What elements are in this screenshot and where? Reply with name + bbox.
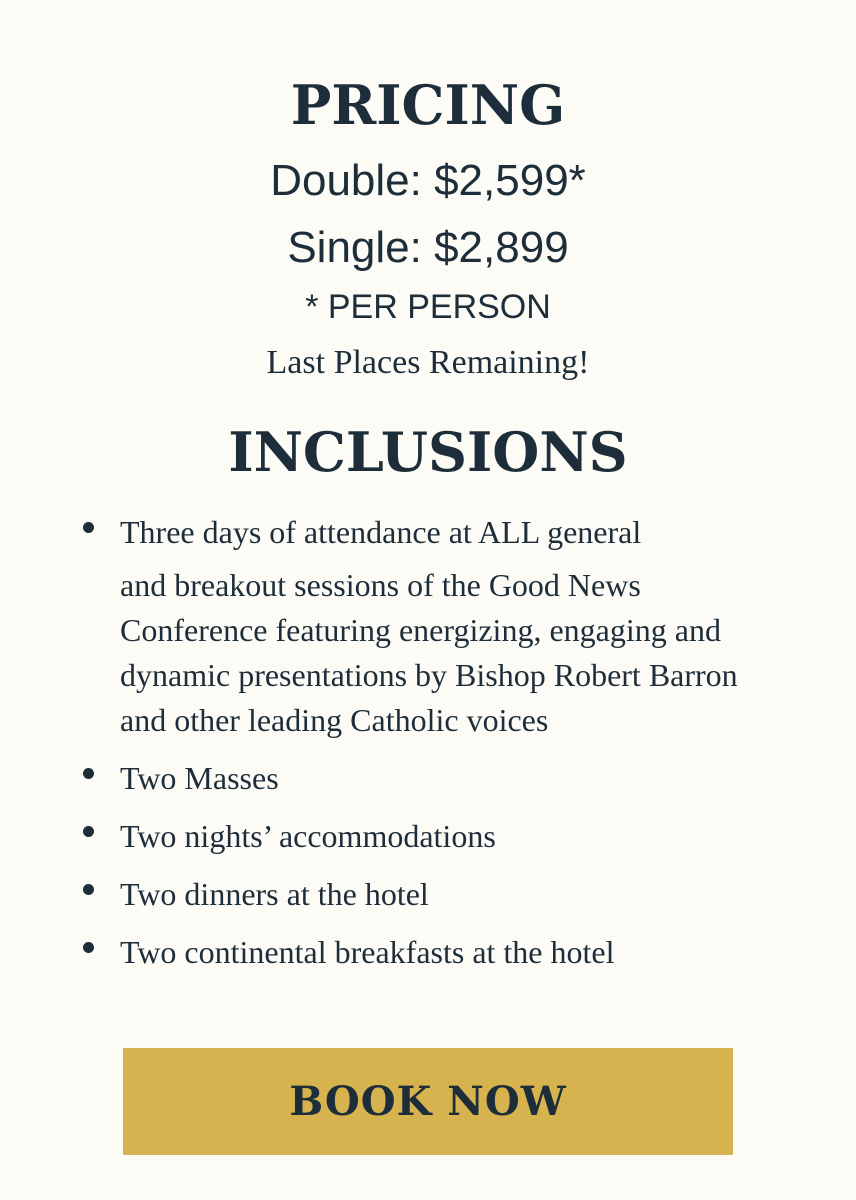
bullet-icon (83, 826, 94, 837)
list-item (70, 930, 790, 975)
availability-note: Last Places Remaining! (266, 344, 590, 381)
list-item-text: Two dinners at the hotel (120, 876, 429, 912)
book-now-button[interactable] (123, 1048, 733, 1155)
list-item (70, 510, 790, 743)
bullet-icon (83, 768, 94, 779)
list-item-text-first-line: Three days of attendance at ALL general (120, 514, 642, 550)
bullet-icon (83, 942, 94, 953)
list-item-text: Two Masses (120, 760, 279, 796)
inclusions-heading: INCLUSIONS (228, 420, 628, 484)
list-item-text: and breakout sessions of the Good News Conference featuring energizing, engaging and dynamic presentations by Bishop Robert Barron and other leading Catholic voices (120, 567, 738, 738)
list-item-text: Two continental breakfasts at the hotel (120, 934, 615, 970)
pricing-heading: PRICING (290, 73, 566, 137)
price-double: Double: $2,599* (270, 156, 586, 205)
bullet-icon (83, 522, 94, 533)
inclusions-list (70, 510, 790, 975)
per-person-note: * PER PERSON (305, 288, 551, 326)
book-now-label: BOOK NOW (289, 1078, 567, 1125)
list-item (70, 814, 790, 859)
list-item (70, 756, 790, 801)
list-item (70, 872, 790, 917)
bullet-icon (83, 884, 94, 895)
list-item-text: Two nights’ accommodations (120, 818, 496, 854)
price-single: Single: $2,899 (287, 223, 569, 272)
